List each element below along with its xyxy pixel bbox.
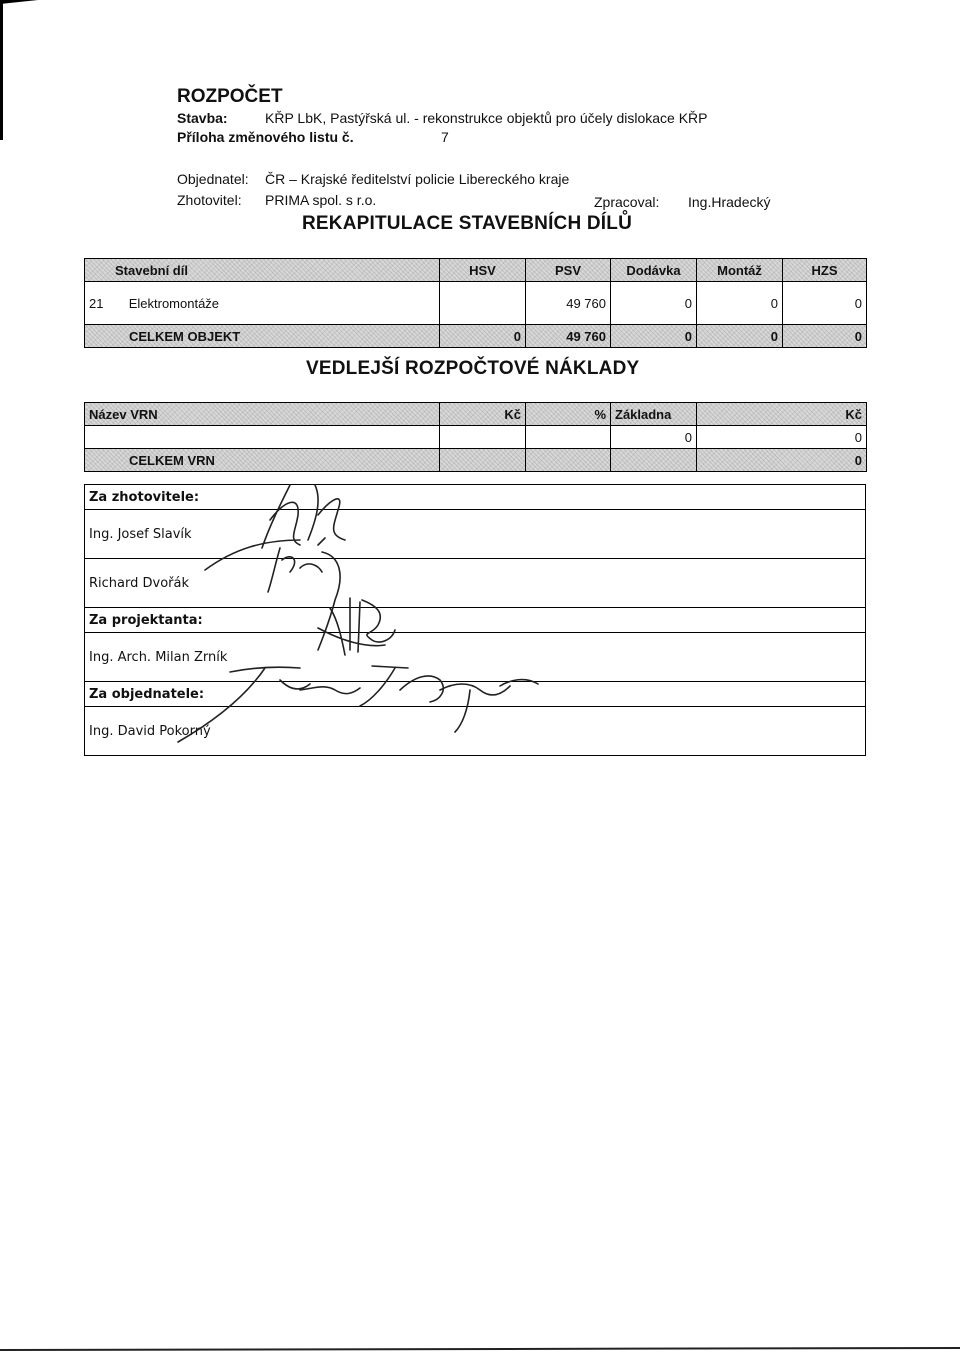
row-name: Elektromontáže bbox=[128, 295, 220, 311]
total-psv: 49 760 bbox=[526, 325, 611, 348]
total-label: CELKEM OBJEKT bbox=[85, 325, 440, 348]
vrn-col-zakladna: Základna bbox=[611, 403, 697, 426]
row-hzs: 0 bbox=[783, 282, 867, 325]
vrn-col-kc2: Kč bbox=[697, 403, 867, 426]
signatory-slavik: Ing. Josef Slavík bbox=[85, 510, 866, 559]
priloha-value: 7 bbox=[441, 129, 449, 145]
vrn-row-zakladna: 0 bbox=[611, 426, 697, 449]
vrn-col-kc: Kč bbox=[440, 403, 526, 426]
col-header-psv: PSV bbox=[526, 259, 611, 282]
document-title: ROZPOČET bbox=[177, 86, 283, 107]
vrn-total-kc: 0 bbox=[697, 449, 867, 472]
zhotovitel-label: Zhotovitel: bbox=[177, 192, 242, 208]
priloha-label: Příloha změnového listu č. bbox=[177, 129, 354, 145]
zpracoval-value: Ing.Hradecký bbox=[688, 194, 771, 210]
zhotovitel-section-label: Za zhotovitele: bbox=[85, 485, 866, 510]
vrn-col-nazev: Název VRN bbox=[85, 403, 440, 426]
row-code: 21 bbox=[89, 295, 104, 311]
total-hsv: 0 bbox=[440, 325, 526, 348]
signatory-pokorny: Ing. David Pokorný bbox=[85, 707, 866, 756]
objednatel-label: Objednatel: bbox=[177, 171, 249, 187]
col-header-montaz: Montáž bbox=[697, 259, 783, 282]
col-header-dodavka: Dodávka bbox=[611, 259, 697, 282]
row-psv: 49 760 bbox=[526, 282, 611, 325]
zpracoval-label: Zpracoval: bbox=[594, 194, 660, 210]
row-dodavka: 0 bbox=[611, 282, 697, 325]
vrn-total-label: CELKEM VRN bbox=[85, 449, 440, 472]
vrn-title: VEDLEJŠÍ ROZPOČTOVÉ NÁKLADY bbox=[306, 358, 640, 379]
signatory-dvorak: Richard Dvořák bbox=[85, 559, 866, 608]
signatory-zrnik: Ing. Arch. Milan Zrník bbox=[85, 633, 866, 682]
stavba-label: Stavba: bbox=[177, 110, 228, 126]
vrn-col-pct: % bbox=[526, 403, 611, 426]
row-montaz: 0 bbox=[697, 282, 783, 325]
rekapitulace-title: REKAPITULACE STAVEBNÍCH DÍLŮ bbox=[302, 213, 633, 234]
total-dodavka: 0 bbox=[611, 325, 697, 348]
total-montaz: 0 bbox=[697, 325, 783, 348]
col-header-hsv: HSV bbox=[440, 259, 526, 282]
stavba-value: KŘP LbK, Pastýřská ul. - rekonstrukce objektů pro účely dislokace KŘP bbox=[265, 110, 708, 126]
col-header-hzs: HZS bbox=[783, 259, 867, 282]
vrn-row-kc2: 0 bbox=[697, 426, 867, 449]
objednatel-section-label: Za objednatele: bbox=[85, 682, 866, 707]
total-hzs: 0 bbox=[783, 325, 867, 348]
projektant-section-label: Za projektanta: bbox=[85, 608, 866, 633]
zhotovitel-value: PRIMA spol. s r.o. bbox=[265, 192, 377, 208]
col-header-stavebni-dil: Stavební díl bbox=[85, 259, 440, 282]
objednatel-value: ČR – Krajské ředitelství policie Libereckého kraje bbox=[265, 171, 570, 187]
